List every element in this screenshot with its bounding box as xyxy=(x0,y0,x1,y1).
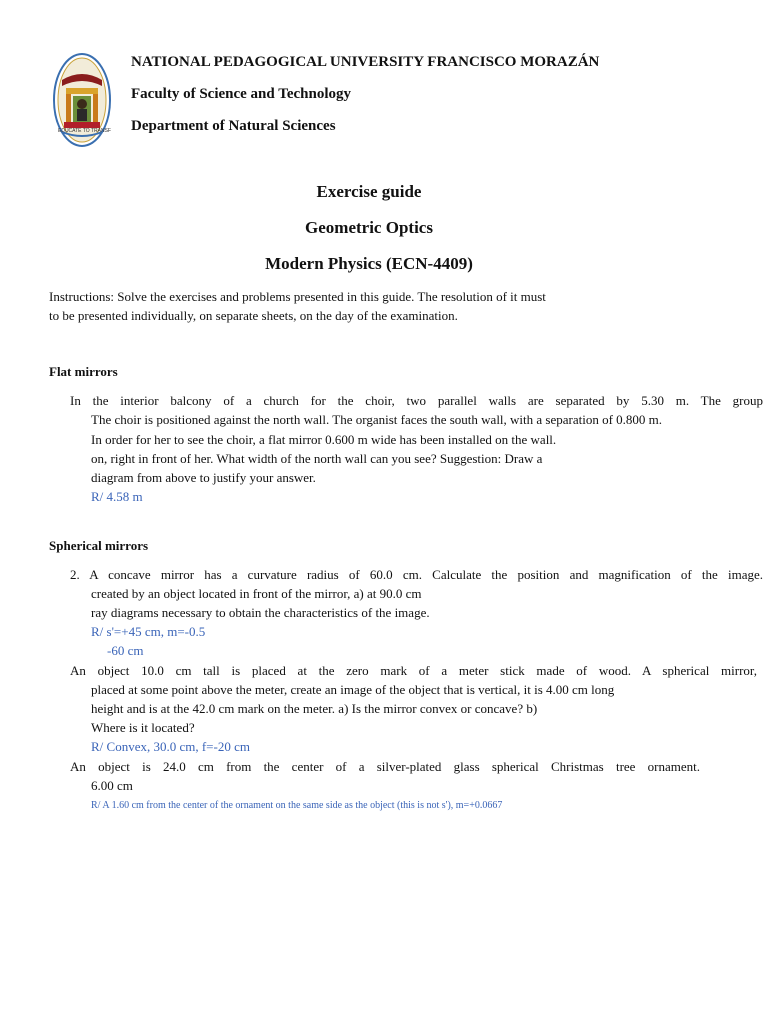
problem-1-answer: R/ 4.58 m xyxy=(91,489,143,504)
problem-4-line-2: 6.00 cm xyxy=(91,778,133,793)
problem-4-answer: R/ A 1.60 cm from the center of the ornament on the same side as the object (this is not s'), m=+0.0667 xyxy=(91,800,503,811)
problem-2-line-3: ray diagrams necessary to obtain the characteristics of the image. xyxy=(91,605,430,620)
problem-1-line-1: In the interior balcony of a church for the choir, two parallel walls are separated by 5.30 m. The group xyxy=(70,393,763,408)
title-topic: Geometric Optics xyxy=(305,218,433,237)
problem-3-line-4: Where is it located? xyxy=(91,720,195,735)
problem-1-line-2: The choir is positioned against the north wall. The organist faces the south wall, with a separation of 0.800 m. xyxy=(91,412,663,427)
problem-2-line-2: created by an object located in front of the mirror, a) at 90.0 cm xyxy=(91,586,422,601)
university-seal xyxy=(52,52,112,148)
section-heading-flat-mirrors: Flat mirrors xyxy=(49,364,118,379)
title-exercise-guide: Exercise guide xyxy=(316,182,422,201)
instructions-line-1: Instructions: Solve the exercises and problems presented in this guide. The resolution of it must xyxy=(49,289,546,304)
problem-1-line-5: diagram from above to justify your answer. xyxy=(91,470,316,485)
instructions-line-2: to be presented individually, on separate sheets, on the day of the examination. xyxy=(49,308,458,323)
problem-2-answer-a: R/ s'=+45 cm, m=-0.5 xyxy=(91,624,206,639)
university-name: NATIONAL PEDAGOGICAL UNIVERSITY FRANCISCO MORAZÁN xyxy=(131,54,600,70)
faculty-name: Faculty of Science and Technology xyxy=(131,86,352,102)
problem-1-line-3: In order for her to see the choir, a flat mirror 0.600 m wide has been installed on the wall. xyxy=(91,432,557,447)
problem-4-line-1: An object is 24.0 cm from the center of a silver-plated glass spherical Christmas tree ornament. xyxy=(70,759,700,774)
title-course: Modern Physics (ECN-4409) xyxy=(265,254,473,273)
problem-3-line-1: An object 10.0 cm tall is placed at the zero mark of a meter stick made of wood. A spherical mirror, xyxy=(70,663,757,678)
seal-motto: EDUCATE TO TRANSF xyxy=(58,128,111,134)
problem-2-line-1: 2. A concave mirror has a curvature radius of 60.0 cm. Calculate the position and magnification of the image. xyxy=(70,567,763,582)
section-heading-spherical-mirrors: Spherical mirrors xyxy=(49,538,149,553)
problem-2-answer-b: -60 cm xyxy=(107,643,144,658)
department-name: Department of Natural Sciences xyxy=(131,118,336,134)
problem-1-line-4: on, right in front of her. What width of the north wall can you see? Suggestion: Draw a xyxy=(91,451,543,466)
problem-3-line-3: height and is at the 42.0 cm mark on the meter. a) Is the mirror convex or concave? b) xyxy=(91,701,538,716)
problem-3-answer: R/ Convex, 30.0 cm, f=-20 cm xyxy=(91,739,250,754)
problem-3-line-2: placed at some point above the meter, create an image of the object that is vertical, it is 4.00 cm long xyxy=(91,682,615,697)
